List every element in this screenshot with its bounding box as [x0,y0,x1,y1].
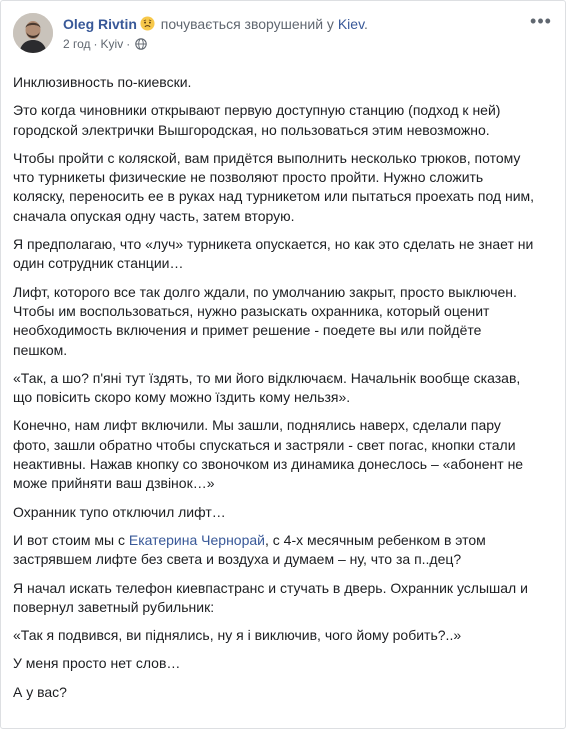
post-meta [63,15,533,52]
worried-face-emoji-icon [140,16,155,31]
post-paragraph: Охранник тупо отключил лифт… [13,503,226,520]
post-paragraph: Я предполагаю, что «луч» турникета опускается, но как это сделать не знает ни один сотрудник станции… [13,236,534,272]
post-paragraph-with-mention [13,531,539,570]
post-paragraph: А у вас? [13,683,67,700]
post-paragraph: Лифт, которого все так долго ждали, по умолчанию закрыт, просто выключен. Чтобы им воспользоваться, нужно разыскать охранника, который оценит необходимость включения и примет решение - поедете вы или пойдёте пешком. [13,283,517,358]
post-paragraph: Конечно, нам лифт включили. Мы зашли, поднялись наверх, сделали пару фото, зашли обратно чтобы спускаться и застряли - свет погас, кнопки стали неактивны. Нажав кнопку со звоночком из динамика донеслось – «абонент не може прийняти ваш дзвінок…» [13,417,524,492]
place-link[interactable]: Kyiv [100,37,124,51]
post-paragraph: Инклюзивность по-киевски. [13,74,192,90]
avatar-image [13,13,53,53]
author-avatar[interactable] [13,13,53,53]
tagged-user-link[interactable]: Екатерина Чернорай [128,531,265,548]
post-content [13,73,539,711]
post-paragraph: Я начал искать телефон киевпастранс и стучать в дверь. Охранник услышал и повернул заветный рубильник: [13,579,528,615]
meta-separator-2: · [126,37,131,51]
post-paragraph: У меня просто нет слов… [13,655,181,672]
ellipsis-icon[interactable]: ••• [530,11,552,31]
location-link[interactable]: Kiev [337,16,365,32]
mention-prefix: И вот стоим мы с [13,531,129,548]
mention-suffix: , с 4-х месячным ребенком в этом застрявшем лифте без света и воздуха и думаем – ну, что за п..дец? [13,531,486,568]
post-timestamp-link[interactable]: 2 год [63,37,91,51]
title-period: . [364,16,368,32]
post-paragraph: «Так я подвився, ви піднялись, ну я і виключив, чого йому робить?..» [13,627,462,644]
post-paragraph: «Так, а шо? п'яні тут їздять, то ми його відключаєм. Начальнік вообще сказав, що повісить скоро кому можно їздить кому нельзя». [13,369,521,406]
post-subtitle-line [63,36,533,52]
post-title-line [63,15,533,33]
post-header [13,13,553,61]
meta-separator: · [93,37,98,51]
author-name-link[interactable]: Oleg Rivtin [63,16,137,32]
feeling-text: почувається зворушений у [156,16,338,32]
post-paragraph: Это когда чиновники открывают первую доступную станцию (подход к ней) городской электрички Вышгородская, но пользоваться этим невозможно. [13,102,501,138]
globe-icon[interactable] [135,38,147,50]
post-paragraph: Чтобы пройти с коляской, вам придётся выполнить несколько трюков, потому что турникеты физические не позволяют просто пройти. Нужно сложить коляску, переносить ее в руках над турникетом или пытаться проехать под ним, сначала опуская одну часть, затем вторую. [13,149,535,224]
